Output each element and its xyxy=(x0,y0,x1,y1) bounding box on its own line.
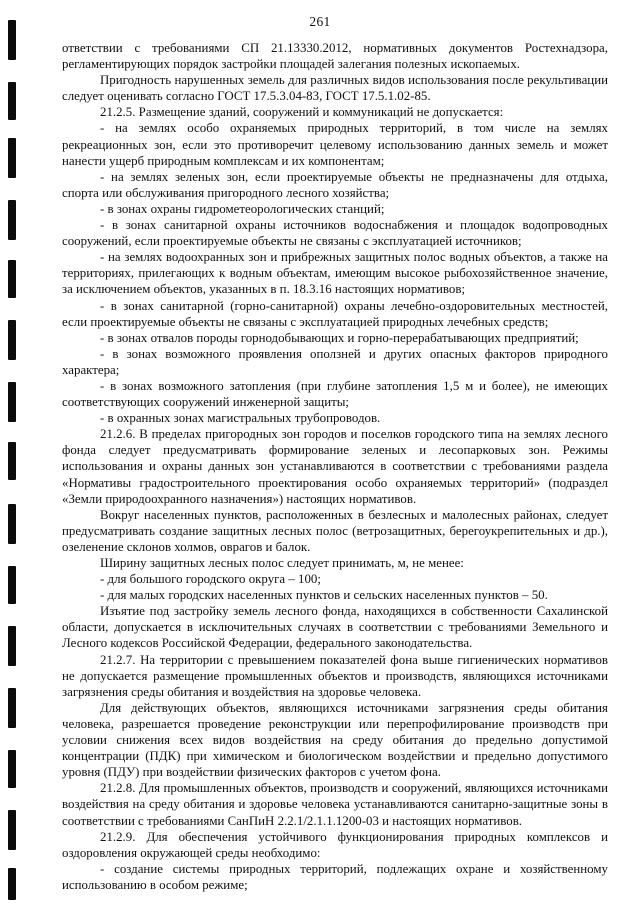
paragraph: - для большого городского округа – 100; xyxy=(100,572,321,587)
paragraph: - в зонах возможного проявления оползней и других опасных факторов природного характера; xyxy=(62,346,608,377)
paragraph: 21.2.5. Размещение зданий, сооружений и коммуникаций не допускается: xyxy=(100,105,504,120)
paragraph: - на землях водоохранных зон и прибрежных защитных полос водных объектов, а также на территориях, прилегающих к водным объектам, имеющим высокое рыбохозяйственное значение, за исключением объектов, указанных в п. 18.3.16 настоящих нормативов; xyxy=(62,250,608,297)
paragraph: - в зонах санитарной (горно-санитарной) охраны лечебно-оздоровительных местностей, если проектируемые объекты не связаны с эксплуатацией природных лечебных средств; xyxy=(62,298,608,329)
paragraph: 21.2.6. В пределах пригородных зон городов и поселков городского типа на землях лесного фонда следует предусматривать формирование зеленых и лесопарковых зон. Режимы использования и охраны данных зон устанавливаются в соответствии с требованиями раздела «Нормативы градостроительного проектирования особо охраняемых территорий» (подраздел «Земли природоохранного назначения») настоящих нормативов. xyxy=(62,427,608,506)
binder-mark xyxy=(8,82,16,120)
binder-mark xyxy=(8,750,16,788)
paragraph: - на землях особо охраняемых природных территорий, в том числе на землях рекреационных зон, если это противоречит целевому использованию данных земель и может нанести ущерб природным комплексам и их компонентам; xyxy=(62,121,608,168)
paragraph: Изъятие под застройку земель лесного фонда, находящихся в собственности Сахалинской области, допускается в исключительных случаях в соответствии с требованиями Земельного и Лесного кодексов Российской Федерации, федерального законодательства. xyxy=(62,604,608,651)
paragraph: - в зонах возможного затопления (при глубине затопления 1,5 м и более), не имеющих соответствующих сооружений инженерной защиты; xyxy=(62,378,608,410)
binder-mark xyxy=(8,566,16,604)
binder-mark xyxy=(8,382,16,422)
binder-mark xyxy=(8,810,16,850)
binder-mark xyxy=(8,138,16,178)
paragraph: - для малых городских населенных пунктов и сельских населенных пунктов – 50. xyxy=(100,588,548,603)
paragraph: - создание системы природных территорий, подлежащих охране и хозяйственному использованию в особом режиме; xyxy=(62,861,608,892)
binder-mark xyxy=(8,504,16,544)
binder-mark xyxy=(8,442,16,480)
paragraph: 21.2.7. На территории с превышением показателей фона выше гигиенических нормативов не допускается размещение промышленных объектов и производств, являющихся источниками загрязнения среды обитания и воздействия на здоровье человека. xyxy=(62,652,608,699)
paragraph: - на землях зеленых зон, если проектируемые объекты не предназначены для отдыха, спорта или обслуживания пригородного лесного хозяйства; xyxy=(62,169,608,200)
paragraph: Пригодность нарушенных земель для различных видов использования после рекультивации следует оценивать согласно ГОСТ 17.5.3.04-83, ГОСТ 17.5.1.02-85. xyxy=(62,73,608,104)
binder-hole-strip xyxy=(8,20,18,900)
binder-mark xyxy=(8,320,16,360)
paragraph: 21.2.8. Для промышленных объектов, производств и сооружений, являющихся источниками воздействия на среду обитания и здоровье человека устанавливаются санитарно-защитные зоны в соответствии с требованиями СанПиН 2.2.1/2.1.1.1200-03 и настоящих нормативов. xyxy=(62,781,608,828)
paragraph: 21.2.9. Для обеспечения устойчивого функционирования природных комплексов и оздоровления окружающей среды необходимо: xyxy=(62,829,608,860)
binder-mark xyxy=(8,626,16,666)
paragraph: Для действующих объектов, являющихся источниками загрязнения среды обитания человека, разрешается проведение реконструкции или перепрофилирование производств при условии снижения всех видов воздействия на среду обитания до предельно допустимой концентрации (ПДК) при химическом и биологическом воздействии и предельно допустимого уровня (ПДУ) при воздействии физических факторов с учетом фона. xyxy=(62,700,608,780)
paragraph: ответствии с требованиями СП 21.13330.2012, нормативных документов Ростехнадзора, регламентирующих порядок застройки площадей залегания полезных ископаемых. xyxy=(62,41,608,72)
page-number: 261 xyxy=(309,14,331,29)
paragraph: - в зонах отвалов породы горнодобывающих и горно-перерабатывающих предприятий; xyxy=(100,330,579,345)
paragraph: Ширину защитных лесных полос следует принимать, м, не менее: xyxy=(100,556,464,570)
binder-mark xyxy=(8,688,16,728)
paragraph: - в зонах охраны гидрометеорологических станций; xyxy=(100,201,385,216)
paragraph: - в зонах санитарной охраны источников водоснабжения и площадок водопроводных сооружений, если проектируемые объекты не связаны с эксплуатацией источников; xyxy=(62,218,608,249)
binder-mark xyxy=(8,200,16,240)
document-body xyxy=(62,40,608,893)
binder-mark xyxy=(8,260,16,298)
binder-mark xyxy=(8,868,16,900)
paragraph: - в охранных зонах магистральных трубопроводов. xyxy=(100,411,381,426)
paragraph: Вокруг населенных пунктов, расположенных в безлесных и малолесных районах, следует предусматривать создание защитных лесных полос (ветрозащитных, берегоукрепительных и др.), озеленение склонов холмов, оврагов и балок. xyxy=(62,507,608,554)
